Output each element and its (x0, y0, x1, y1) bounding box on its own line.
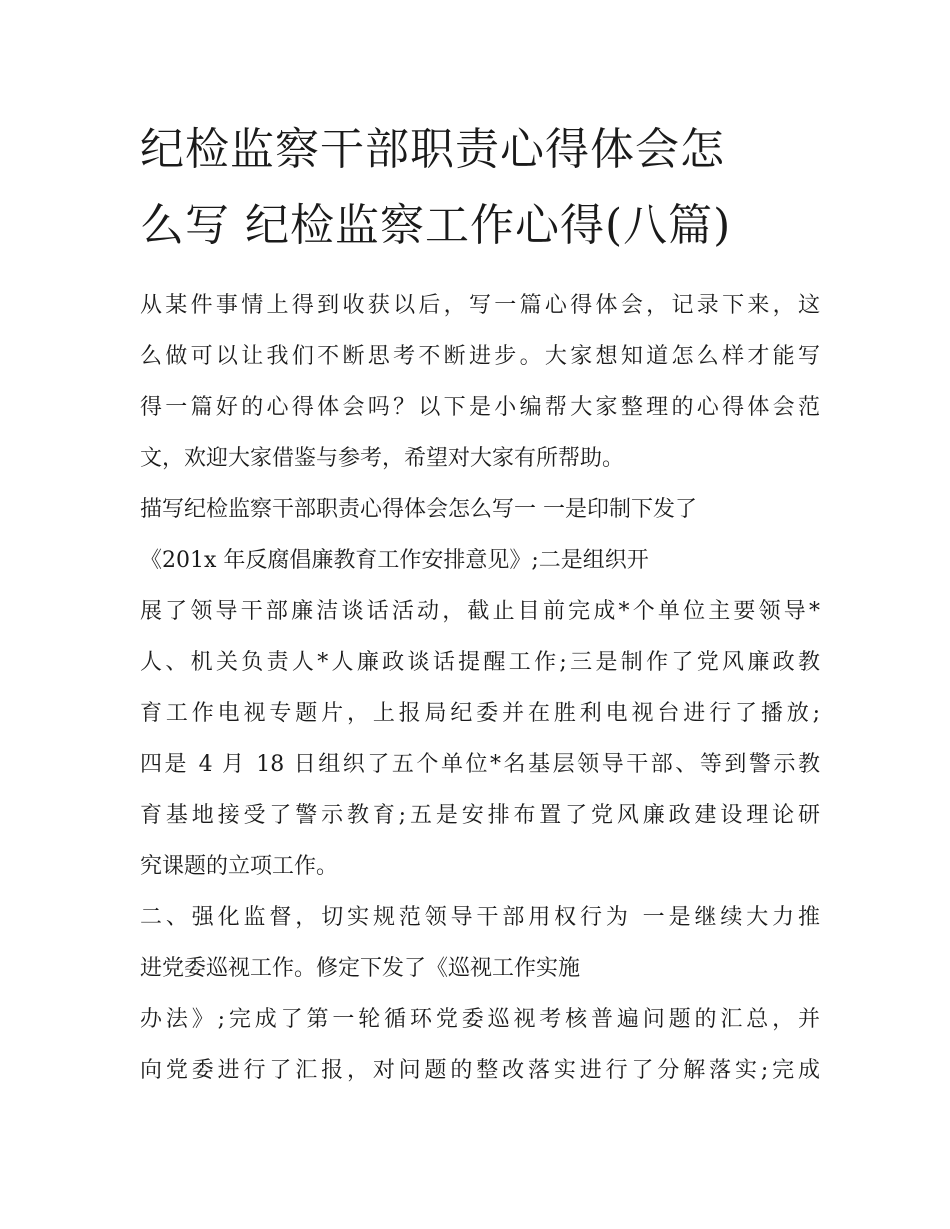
body-line: 从某件事情上得到收获以后，写一篇心得体会，记录下来，这 (140, 293, 820, 318)
body-line: 描写纪检监察干部职责心得体会怎么写一 一是印制下发了 (140, 497, 697, 522)
body-line: 文，欢迎大家借鉴与参考，希望对大家有所帮助。 (140, 446, 625, 471)
title-line-1: 纪检监察干部职责心得体会怎 (140, 124, 725, 175)
body-line: 人、机关负责人*人廉政谈话提醒工作;三是制作了党风廉政教 (140, 650, 820, 675)
document-title (140, 112, 840, 264)
body-line: 育工作电视专题片，上报局纪委并在胜利电视台进行了播放; (140, 701, 820, 726)
body-line: 究课题的立项工作。 (140, 854, 339, 879)
body-line: 向党委进行了汇报，对问题的整改落实进行了分解落实;完成 (140, 1058, 820, 1083)
body-line: 四是 4 月 18 日组织了五个单位*名基层领导干部、等到警示教 (140, 752, 820, 777)
body-line: 二、强化监督，切实规范领导干部用权行为 一是继续大力推 (140, 905, 820, 930)
document-body (140, 280, 820, 1096)
body-line: 《201x 年反腐倡廉教育工作安排意见》;二是组织开 (140, 548, 649, 573)
title-line-2: 么写 纪检监察工作心得(八篇) (140, 200, 732, 251)
body-line: 得一篇好的心得体会吗？以下是小编帮大家整理的心得体会范 (140, 395, 820, 420)
body-line: 进党委巡视工作。修定下发了《巡视工作实施 (140, 956, 581, 981)
body-line: 办法》;完成了第一轮循环党委巡视考核普遍问题的汇总，并 (140, 1007, 820, 1032)
body-line: 么做可以让我们不断思考不断进步。大家想知道怎么样才能写 (140, 344, 820, 369)
body-line: 展了领导干部廉洁谈话活动，截止目前完成*个单位主要领导* (140, 599, 820, 624)
body-line: 育基地接受了警示教育;五是安排布置了党风廉政建设理论研 (140, 803, 820, 828)
